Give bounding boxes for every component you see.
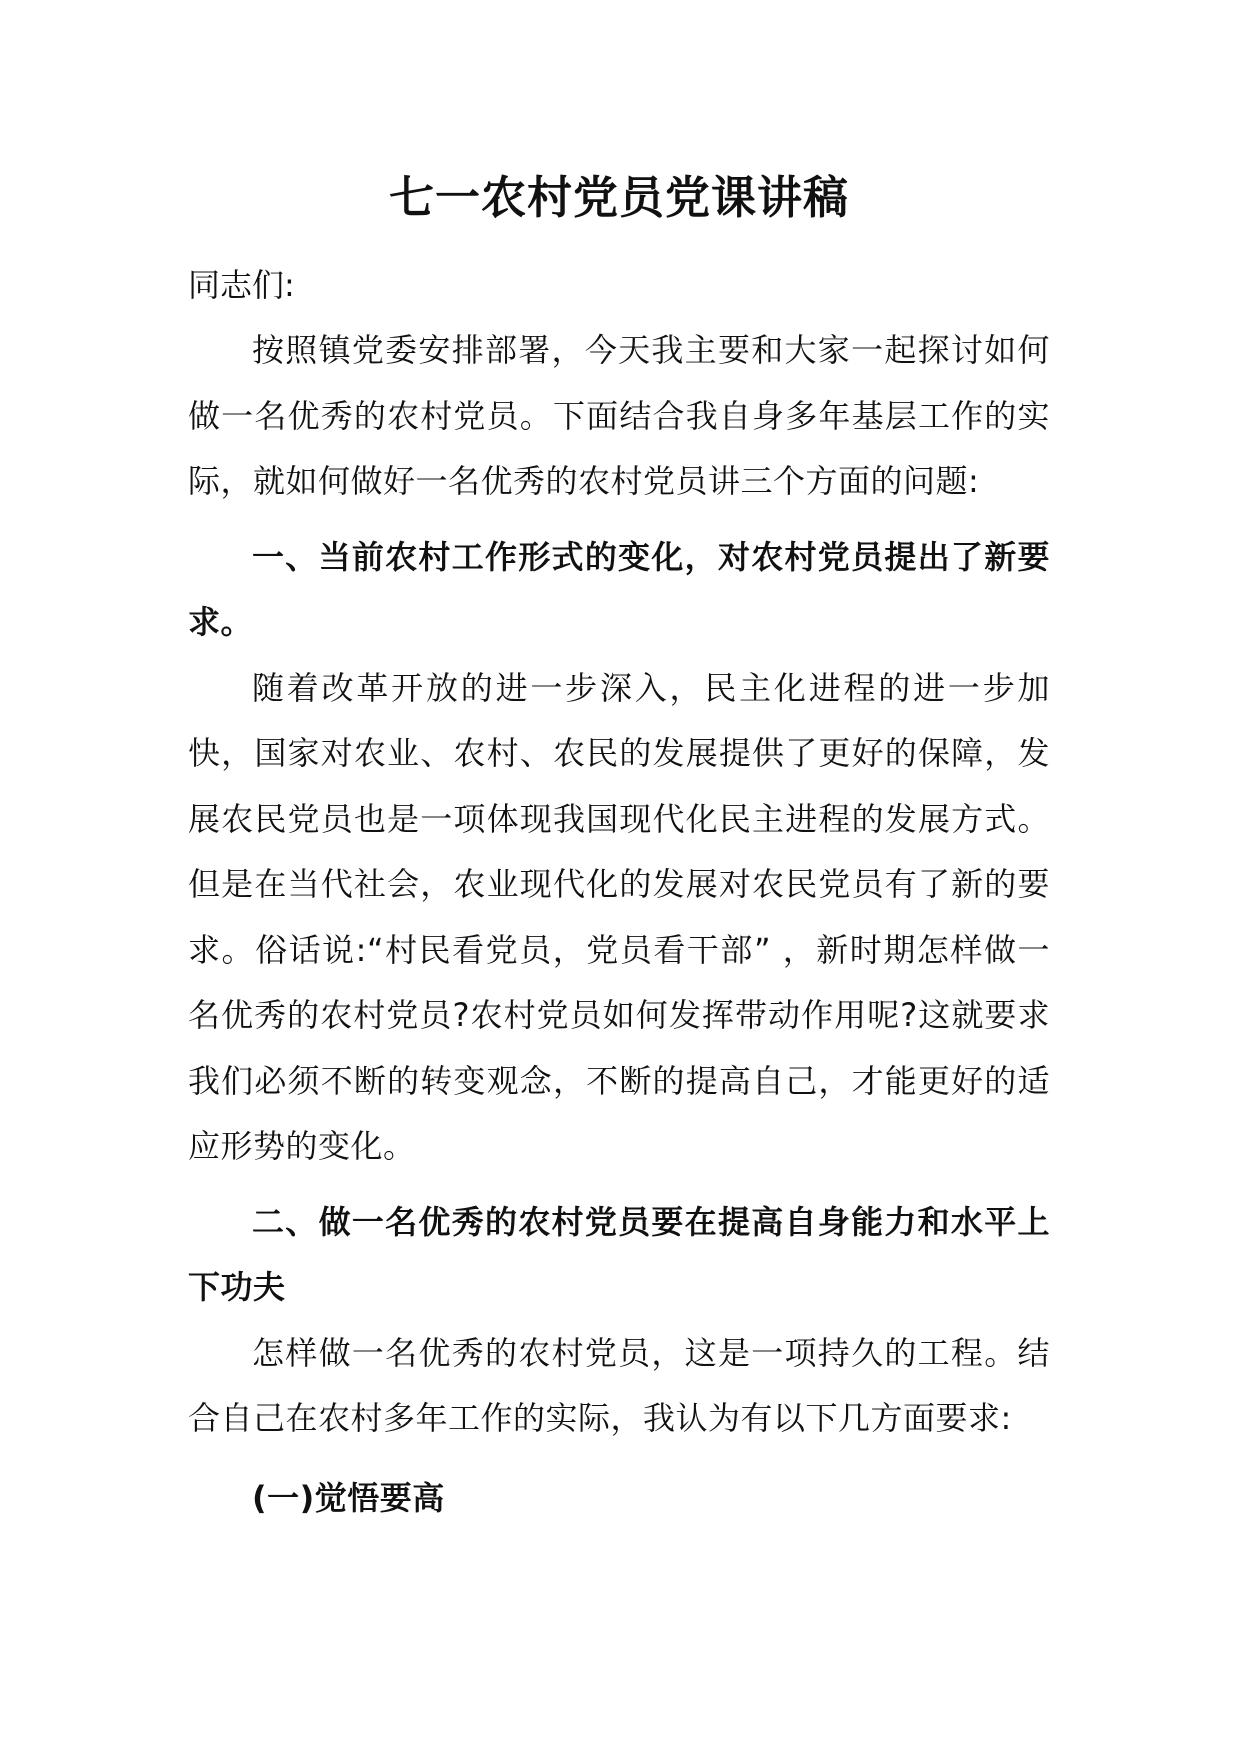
document-page (188, 160, 1050, 1531)
subsection-heading-1: (一)觉悟要高 (252, 1478, 445, 1517)
section-heading-2: 二、做一名优秀的农村党员要在提高自身能力和水平上下功夫 (188, 1202, 1050, 1306)
document-title: 七一农村党员党课讲稿 (388, 171, 849, 224)
greeting: 同志们: (188, 266, 295, 304)
paragraph-section-1: 随着改革开放的进一步深入，民主化进程的进一步加快，国家对农业、农村、农民的发展提供了更好的保障，发展农民党员也是一项体现我国现代化民主进程的发展方式。但是在当代社会，农业现代化的发展对农民党员有了新的要求。俗话说:“村民看党员，党员看干部” ，新时期怎样做一名优秀的农村党员?农村党员如何发挥带动作用呢?这就要求我们必须不断的转变观念，不断的提高自己，才能更好的适应形势的变化。 (188, 668, 1050, 1165)
section-heading-1: 一、当前农村工作形式的变化，对农村党员提出了新要求。 (188, 537, 1050, 641)
paragraph-section-2: 怎样做一名优秀的农村党员，这是一项持久的工程。结合自己在农村多年工作的实际，我认为有以下几方面要求: (188, 1333, 1050, 1437)
paragraph-intro: 按照镇党委安排部署，今天我主要和大家一起探讨如何做一名优秀的农村党员。下面结合我自身多年基层工作的实际，就如何做好一名优秀的农村党员讲三个方面的问题: (188, 331, 1050, 500)
